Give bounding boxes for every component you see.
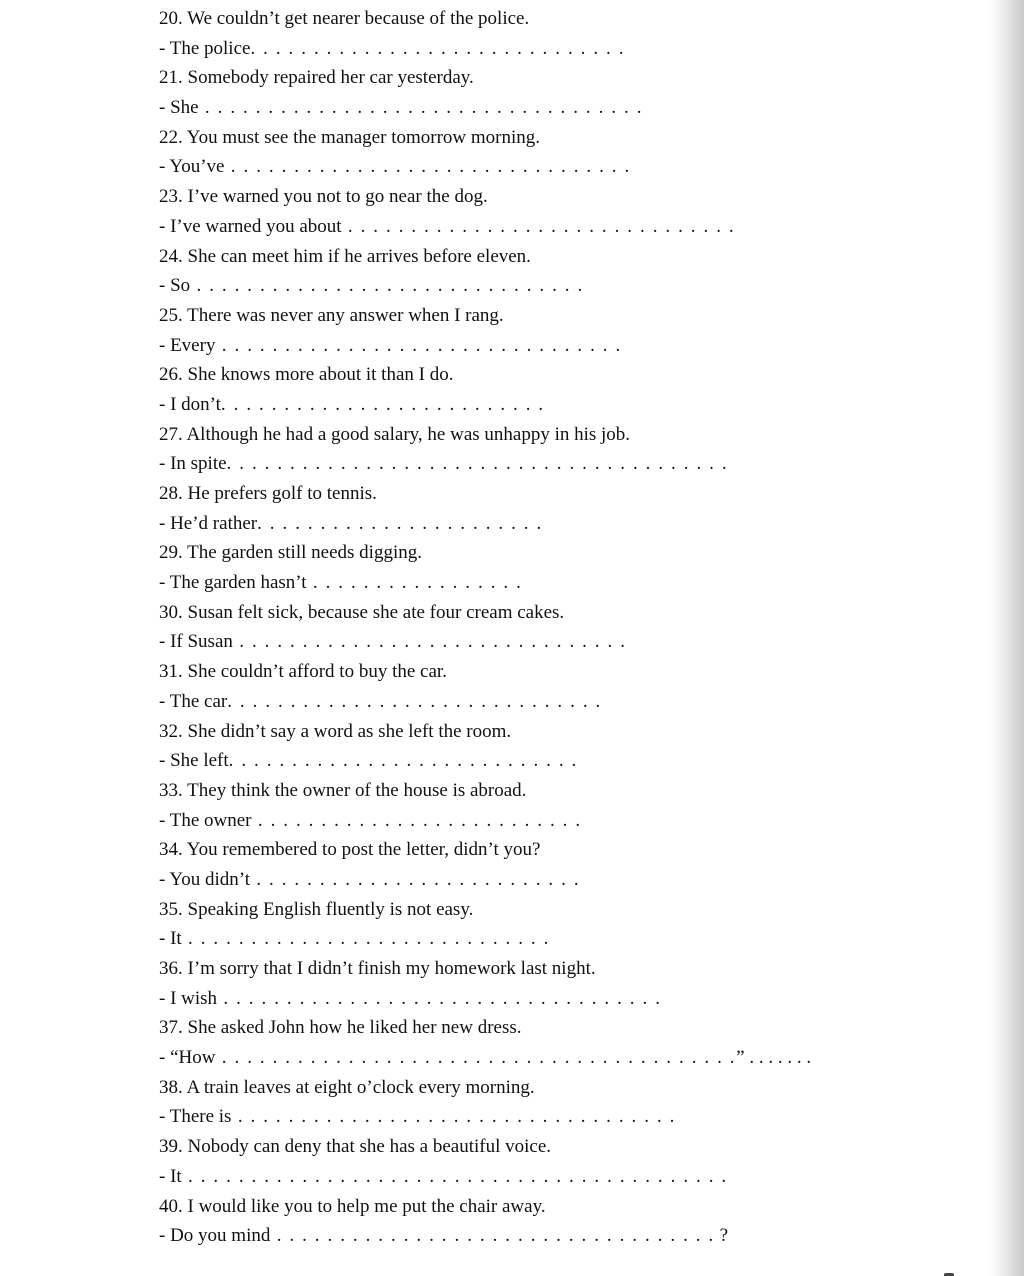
exercise-answer-line[interactable] xyxy=(159,449,729,479)
exercise-answer-line[interactable] xyxy=(159,152,719,182)
answer-prompt: - It xyxy=(159,1165,182,1187)
exercise-question: 33. They think the owner of the house is abroad. xyxy=(159,779,527,801)
answer-prompt: - I’ve warned you about xyxy=(159,215,342,237)
answer-blank[interactable]: . . . . . . . . . . . . . . . . . . . . . . . . . . xyxy=(249,868,581,890)
answer-blank[interactable]: . . . . . . . . . . . . . . . . . xyxy=(306,572,523,594)
answer-prompt: - The owner xyxy=(159,809,252,831)
answer-prompt: - The car xyxy=(159,690,228,712)
exercise-answer-line[interactable] xyxy=(159,271,719,301)
exercise-question: 35. Speaking English fluently is not easy. xyxy=(159,898,474,920)
exercise-37 xyxy=(159,1013,812,1072)
exercise-question: 29. The garden still needs digging. xyxy=(159,542,422,564)
exercise-answer-line[interactable] xyxy=(159,1043,812,1073)
answer-prompt: - She xyxy=(159,97,199,119)
answer-prompt: - I don’t xyxy=(159,393,221,415)
exercise-answer-line[interactable] xyxy=(159,687,719,717)
answer-blank[interactable]: . . . . . . . . . . . . . . . . . . . . . . . . . . . . . . . . xyxy=(224,156,631,178)
exercise-28 xyxy=(159,479,719,538)
exercise-32 xyxy=(159,717,719,776)
exercise-33 xyxy=(159,776,719,835)
exercise-answer-line[interactable] xyxy=(159,212,736,242)
exercise-question: 26. She knows more about it than I do. xyxy=(159,364,454,386)
exercise-answer-line[interactable] xyxy=(159,509,719,539)
exercise-answer-line[interactable] xyxy=(159,1162,728,1192)
exercise-answer-line[interactable] xyxy=(159,34,719,64)
exercise-question: 22. You must see the manager tomorrow morning. xyxy=(159,126,541,148)
answer-blank[interactable]: . . . . . . . . . . . . . . . . . . . . . . . . . . . . . . . . . . . . . . . . . xyxy=(215,1047,737,1069)
exercise-answer-line[interactable] xyxy=(159,746,719,776)
exercise-question: 23. I’ve warned you not to go near the dog. xyxy=(159,186,488,208)
exercise-answer-line[interactable] xyxy=(159,1102,719,1132)
exercise-answer-line[interactable] xyxy=(159,806,719,836)
exercise-26 xyxy=(159,360,719,419)
exercise-answer-line[interactable] xyxy=(159,93,719,123)
exercise-24 xyxy=(159,242,719,301)
exercise-answer-line[interactable] xyxy=(159,568,719,598)
exercise-question: 25. There was never any answer when I rang. xyxy=(159,304,504,326)
exercise-sheet xyxy=(159,4,812,1251)
answer-prompt: - So xyxy=(159,275,191,297)
exercise-answer-line[interactable] xyxy=(159,331,719,361)
exercise-question: 40. I would like you to help me put the chair away. xyxy=(159,1195,546,1217)
exercise-answer-line[interactable] xyxy=(159,924,719,954)
exercise-34 xyxy=(159,835,719,894)
exercise-question: 39. Nobody can deny that she has a beautiful voice. xyxy=(159,1136,552,1158)
answer-prompt: - The garden hasn’t xyxy=(159,572,307,594)
answer-blank[interactable]: . . . . . . . . . . . . . . . . . . . . . . . . . . xyxy=(251,809,582,831)
exercise-question: 28. He prefers golf to tennis. xyxy=(159,483,377,504)
exercise-27 xyxy=(159,420,729,479)
answer-prompt: - I wish xyxy=(159,987,218,1009)
answer-blank[interactable]: . . . . . . . . . . . . . . . . . . . . . . . . . . . . . . . . . . . xyxy=(198,97,644,119)
exercise-question: 36. I’m sorry that I didn’t finish my homework last night. xyxy=(159,958,596,979)
answer-prompt: - She left xyxy=(159,750,229,772)
exercise-35 xyxy=(159,895,719,954)
exercise-question: 32. She didn’t say a word as she left the room. xyxy=(159,720,512,742)
exercise-question: 27. Although he had a good salary, he was unhappy in his job. xyxy=(159,423,631,445)
exercise-36 xyxy=(159,954,719,1013)
answer-blank[interactable]: . . . . . . . . . . . . . . . . . . . . . . . . . . . . . . xyxy=(227,690,602,712)
answer-end: ” . . . . . . . xyxy=(736,1047,812,1069)
answer-prompt: - Do you mind xyxy=(159,1225,271,1247)
answer-blank[interactable]: . . . . . . . . . . . . . . . . . . . . . . . . . . . . . . . . . . . . . . . . . . . xyxy=(181,1165,728,1187)
answer-prompt: - In spite xyxy=(159,453,227,475)
answer-blank[interactable]: . . . . . . . . . . . . . . . . . . . . . . . . . . . . . . xyxy=(250,37,626,59)
exercise-question: 31. She couldn’t afford to buy the car. xyxy=(159,661,447,683)
answer-blank[interactable]: . . . . . . . . . . . . . . . . . . . . . . . xyxy=(257,512,543,534)
answer-prompt: - If Susan xyxy=(159,631,233,653)
exercise-25 xyxy=(159,301,719,360)
answer-blank[interactable]: . . . . . . . . . . . . . . . . . . . . . . . . . . . . . . . . . . . . . . . . xyxy=(226,453,729,475)
exercise-answer-line[interactable] xyxy=(159,1221,729,1251)
exercise-23 xyxy=(159,182,736,241)
answer-blank[interactable]: . . . . . . . . . . . . . . . . . . . . . . . . . . . . . . . xyxy=(341,215,736,237)
answer-prompt: - The police xyxy=(159,37,251,59)
answer-prompt: - It xyxy=(159,928,182,950)
exercise-answer-line[interactable] xyxy=(159,627,719,657)
exercise-40 xyxy=(159,1192,729,1251)
exercise-39 xyxy=(159,1132,728,1191)
exercise-question: 21. Somebody repaired her car yesterday. xyxy=(159,67,474,89)
answer-blank[interactable]: . . . . . . . . . . . . . . . . . . . . . . . . . . . . . . . . . . . xyxy=(270,1225,715,1247)
exercise-question: 24. She can meet him if he arrives before eleven. xyxy=(159,245,531,267)
answer-blank[interactable]: . . . . . . . . . . . . . . . . . . . . . . . . . . . . . . . . . . . xyxy=(217,987,662,1009)
exercise-question: 38. A train leaves at eight o’clock every morning. xyxy=(159,1076,535,1098)
answer-prompt: - Every xyxy=(159,334,216,356)
answer-prompt: - You’ve xyxy=(159,156,225,178)
exercise-29 xyxy=(159,538,719,597)
answer-blank[interactable]: . . . . . . . . . . . . . . . . . . . . . . . . . . . . . xyxy=(181,928,550,950)
answer-blank[interactable]: . . . . . . . . . . . . . . . . . . . . . . . . . . . . . . . xyxy=(232,631,627,653)
answer-blank[interactable]: . . . . . . . . . . . . . . . . . . . . . . . . . . . . . . . . . . . xyxy=(231,1106,676,1128)
answer-end: ? xyxy=(714,1225,729,1247)
exercise-answer-line[interactable] xyxy=(159,865,719,895)
exercise-question: 37. She asked John how he liked her new dress. xyxy=(159,1017,522,1039)
exercise-30 xyxy=(159,598,719,657)
answer-prompt: - “How xyxy=(159,1047,216,1069)
answer-blank[interactable]: . . . . . . . . . . . . . . . . . . . . . . . . . . . . . . . xyxy=(190,275,584,297)
exercise-answer-line[interactable] xyxy=(159,984,719,1014)
exercise-22 xyxy=(159,123,719,182)
answer-prompt: - He’d rather xyxy=(159,512,258,534)
exercise-20 xyxy=(159,4,719,63)
exercise-38 xyxy=(159,1073,719,1132)
exercise-21 xyxy=(159,63,719,122)
page-edge-shadow xyxy=(990,0,1024,1276)
exercise-question: 34. You remembered to post the letter, didn’t you? xyxy=(159,839,541,861)
exercise-question: 30. Susan felt sick, because she ate four cream cakes. xyxy=(159,601,565,623)
answer-blank[interactable]: . . . . . . . . . . . . . . . . . . . . . . . . . . xyxy=(220,393,545,415)
exercise-question: 20. We couldn’t get nearer because of the police. xyxy=(159,8,530,29)
exercise-31 xyxy=(159,657,719,716)
answer-prompt: - You didn’t xyxy=(159,868,250,890)
answer-blank[interactable]: . . . . . . . . . . . . . . . . . . . . . . . . . . . . xyxy=(228,750,578,772)
exercise-answer-line[interactable] xyxy=(159,390,719,420)
answer-prompt: - There is xyxy=(159,1106,232,1128)
answer-blank[interactable]: . . . . . . . . . . . . . . . . . . . . . . . . . . . . . . . . xyxy=(215,334,622,356)
